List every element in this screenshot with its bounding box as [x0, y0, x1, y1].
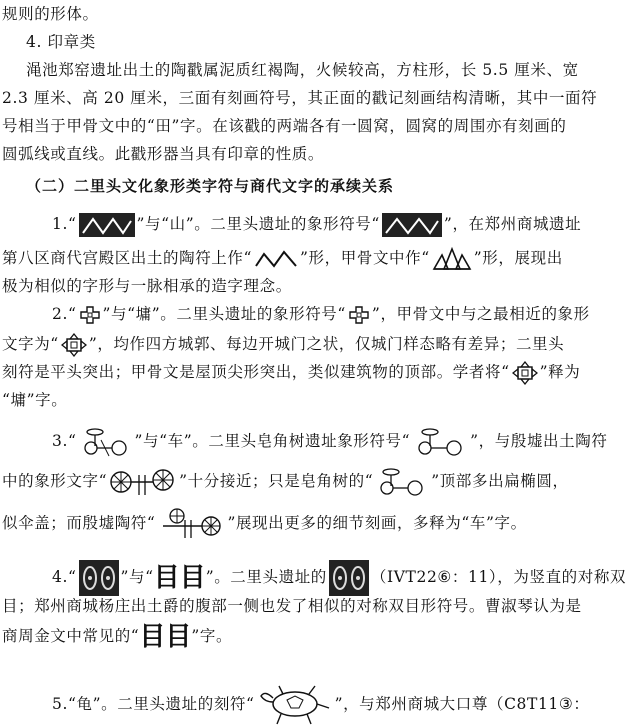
- p4-line-1: [52, 560, 632, 593]
- p2-text-a: 2.“: [52, 305, 77, 323]
- p3-line-3: [2, 508, 632, 536]
- p4-line-2: 目；郑州商城杨庄出土爵的腹部一侧也发了相似的对称双目形符号。曹淑琴认为是: [2, 597, 582, 615]
- yong-oracle-glyph: [61, 333, 87, 357]
- p4-line-3: [2, 622, 632, 650]
- p1-text-e: ”形，甲骨文中作“: [300, 249, 430, 267]
- p1-text-c: ”，在郑州商城遗址: [443, 215, 582, 233]
- turtle-sketch-glyph: [257, 682, 333, 728]
- p1-text-d: 第八区商代宫殿区出土的陶符上作“: [2, 249, 253, 267]
- section-2-heading: （二）二里头文化象形类字符与商代文字的承续关系: [26, 177, 395, 195]
- p4-text-a: 4.“: [52, 568, 77, 586]
- chariot-sketch-glyph-3: [375, 466, 429, 498]
- yong-oracle-glyph-2: [512, 361, 538, 385]
- p5-text-a: 5.“龟”。二里头遗址的刻符“: [52, 695, 255, 713]
- p4-text-e: 商周金文中常见的“: [2, 627, 140, 645]
- chariot-sketch-glyph: [79, 426, 133, 458]
- yong-cross-glyph: [79, 305, 101, 325]
- p4-text-d: （IVT22⑥：11），为竖直的对称双: [370, 568, 627, 586]
- p2-line-1: [52, 300, 632, 328]
- mountain-oracle-glyph: [432, 247, 472, 271]
- p2-text-b: ”与“墉”。二里头遗址的象形符号“: [102, 305, 346, 323]
- p3-line-2: [2, 466, 632, 494]
- p3-text-c: ”，与殷墟出土陶符: [470, 432, 608, 450]
- eyes-rubbing-glyph-2: [329, 560, 369, 596]
- yong-cross-glyph-2: [348, 305, 370, 325]
- text-line-5: 号相当于甲骨文中的“田”字。在该戳的两端各有一圆窝，圆窝的周围亦有刻画的: [2, 117, 567, 135]
- p3-text-e: ”十分接近；只是皂角树的“: [179, 472, 374, 490]
- p4-text-f: ”字。: [191, 627, 233, 645]
- p1-line-2: [2, 244, 632, 272]
- p2-text-g: ”释为: [539, 363, 581, 381]
- mountain-rubbing-glyph-2: [382, 213, 442, 237]
- p5-text-b: ”，与郑州商城大口尊（C8T11③：: [334, 695, 590, 713]
- text-line-3: 渑池郑窑遗址出土的陶戳属泥质红褐陶，火候较高，方柱形，长 5.5 厘米、宽: [26, 61, 579, 79]
- p3-text-g: 似伞盖；而殷墟陶符“: [2, 514, 156, 532]
- eyes-rubbing-glyph: [79, 560, 119, 596]
- p3-text-a: 3.“: [52, 432, 77, 450]
- chariot-sketch-glyph-2: [412, 426, 468, 458]
- p2-line-4: “墉”字。: [2, 391, 68, 409]
- p1-line-1: [52, 210, 632, 238]
- text-line-1: 规则的形体。: [2, 5, 99, 23]
- double-eye-character-2: 目目: [139, 622, 192, 652]
- p4-text-b: ”与“: [120, 568, 154, 586]
- mountain-rubbing-glyph: [79, 213, 135, 237]
- p3-text-f: ”顶部多出扁椭圆，: [431, 472, 569, 490]
- p1-text-f: ”形，展现出: [473, 249, 563, 267]
- section-4-heading: 4. 印章类: [26, 33, 96, 51]
- p5-line-1: [52, 682, 632, 713]
- p2-text-e: ”，均作四方城郭、每边开城门之状，仅城门样态略有差异；二里头: [88, 335, 565, 353]
- p2-text-c: ”，甲骨文中与之最相近的象形: [371, 305, 590, 323]
- p3-text-d: 中的象形文字“: [2, 472, 108, 490]
- chariot-oracle-glyph: [109, 467, 177, 497]
- p3-text-b: ”与“车”。二里头皂角树遗址象形符号“: [134, 432, 411, 450]
- p1-line-3: 极为相似的字形与一脉相承的造字理念。: [2, 277, 292, 295]
- p1-text-b: ”与“山”。二里头遗址的象形符号“: [136, 215, 380, 233]
- text-line-4: 2.3 厘米、高 20 厘米，三面有刻画符号，其正面的戳记刻画结构清晰，其中一面符: [2, 89, 598, 107]
- text-line-6: 圆弧线或直线。此戳形器当具有印章的性质。: [2, 145, 325, 163]
- p3-text-h: ”展现出更多的细节刻画，多释为“车”字。: [227, 514, 527, 532]
- p2-line-3: [2, 358, 632, 386]
- mountain-pottery-glyph: [254, 248, 298, 270]
- chariot-oracle-glyph-2: [157, 508, 225, 540]
- p2-text-d: 文字为“: [2, 335, 59, 353]
- p3-line-1: [52, 426, 632, 454]
- p2-line-2: [2, 330, 632, 358]
- p4-text-c: ”。二里头遗址的: [205, 568, 327, 586]
- p2-text-f: 刻符是平头突出；甲骨文是屋顶尖形突出，类似建筑物的顶部。学者将“: [2, 363, 510, 381]
- p1-text-a: 1.“: [52, 215, 77, 233]
- double-eye-character: 目目: [153, 563, 206, 593]
